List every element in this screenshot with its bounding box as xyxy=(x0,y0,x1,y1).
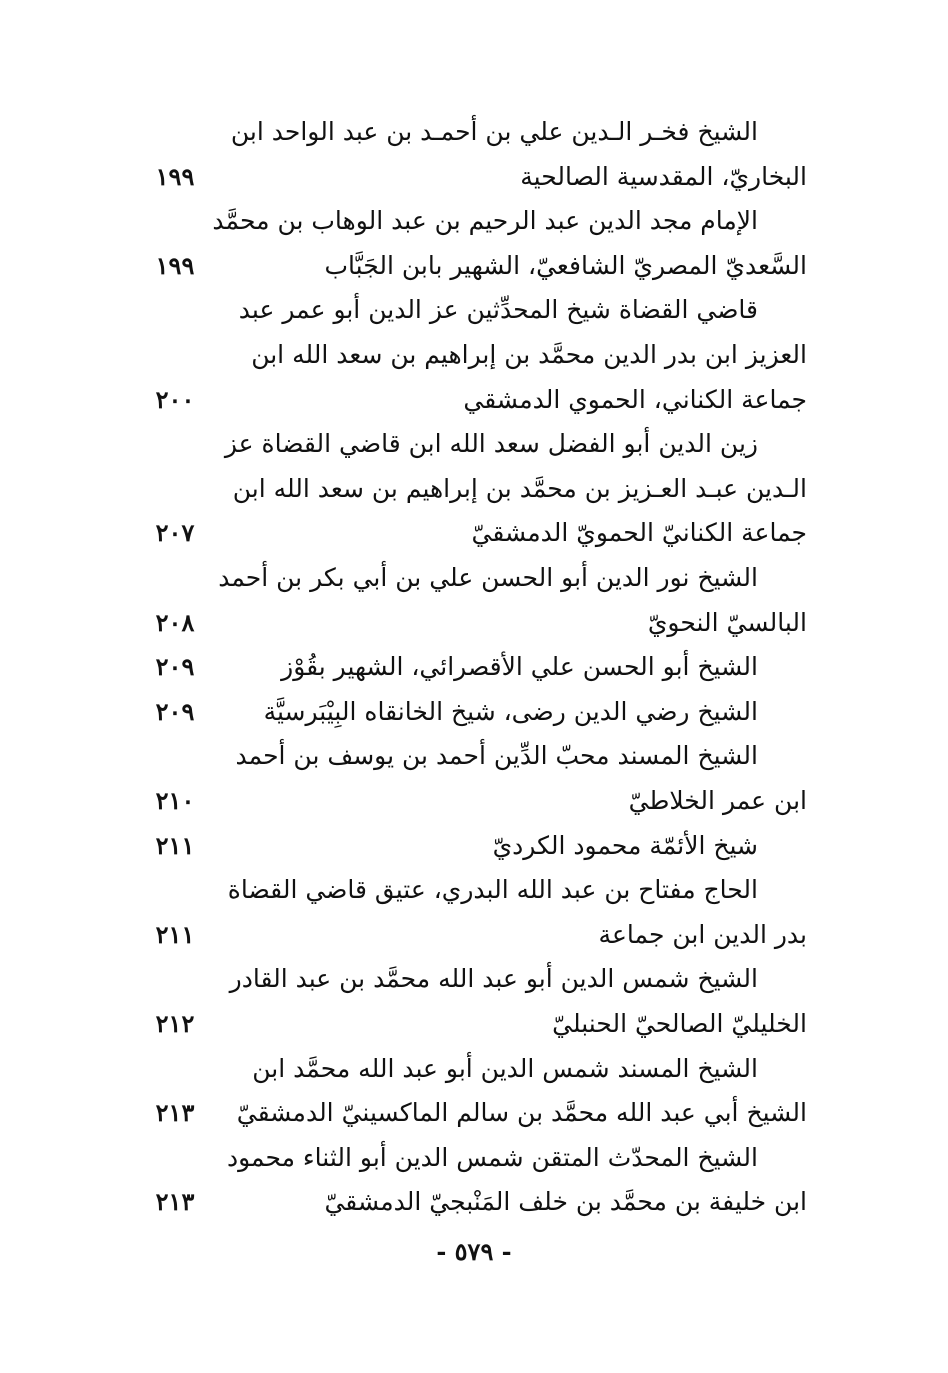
entry-line: شيخ الأئمّة محمود الكرديّ xyxy=(492,830,758,860)
entry-page-number: ٢٠٩ xyxy=(155,696,195,726)
entry-line: الشيخ نور الدين أبو الحسن علي بن أبي بكر بن أحمد xyxy=(218,563,758,592)
entry-line: ابن خليفة بن محمَّد بن خلف المَنْبجيّ الدمشقيّ xyxy=(324,1187,807,1217)
entry-line: البالسيّ النحويّ xyxy=(647,607,807,637)
entry-line: الشيخ المحدّث المتقن شمس الدين أبو الثناء محمود xyxy=(226,1142,758,1172)
entry-line: الشيخ شمس الدين أبو عبد الله محمَّد بن عبد القادر xyxy=(229,964,758,994)
entry-page-number: ١٩٩ xyxy=(155,161,195,191)
entry-page-number: ٢٠٨ xyxy=(155,607,195,637)
entry-line: الـدين عبـد العـزيز بن محمَّد بن إبراهيم بن سعد الله ابن xyxy=(232,473,807,503)
entry-line: بدر الدين ابن جماعة xyxy=(598,919,807,949)
entry-page-number: ٢٠٩ xyxy=(155,652,195,682)
entry-line: الخليليّ الصالحيّ الحنبليّ xyxy=(552,1009,807,1038)
entry-line: الشيخ المسند شمس الدين أبو عبد الله محمَّد ابن xyxy=(252,1053,758,1083)
entry-page-number: ٢١٢ xyxy=(155,1009,195,1038)
entry-page-number: ٢١٣ xyxy=(155,1187,195,1217)
entry-line: جماعة الكناني، الحموي الدمشقي xyxy=(463,384,807,414)
entry-line: الشيخ فخـر الـدين علي بن أحمـد بن عبد الواحد ابن xyxy=(230,117,758,146)
entry-page-number: ٢١١ xyxy=(155,830,195,860)
page-number: - ٥٧٩ - xyxy=(436,1237,512,1266)
entry-line: الشيخ رضي الدين رضى، شيخ الخانقاه البِيْبَرسيَّة xyxy=(263,696,758,726)
entry-line: السَّعديّ المصريّ الشافعيّ، الشهير بابن الجَبَّاب xyxy=(324,250,807,280)
entry-page-number: ٢١٠ xyxy=(155,786,195,815)
entry-page-number: ٢٠٠ xyxy=(155,384,195,414)
entry-page-number: ٢٠٧ xyxy=(155,518,195,548)
entry-page-number: ٢١٣ xyxy=(155,1098,195,1128)
entry-line: الحاج مفتاح بن عبد الله البدري، عتيق قاضي القضاة xyxy=(227,875,758,905)
entry-page-number: ٢١١ xyxy=(155,919,195,949)
entry-line: العزيز ابن بدر الدين محمَّد بن إبراهيم بن سعد الله ابن xyxy=(251,340,807,369)
entry-line: الشيخ أبو الحسن علي الأقصرائي، الشهير بقُوْز xyxy=(281,652,758,682)
entry-line: الشيخ المسند محبّ الدِّين أحمد بن يوسف بن أحمد xyxy=(235,741,758,771)
entry-line: الشيخ أبي عبد الله محمَّد بن سالم الماكسينيّ الدمشقيّ xyxy=(236,1098,807,1128)
entry-line: الإمام مجد الدين عبد الرحيم بن عبد الوهاب بن محمَّد xyxy=(212,206,758,236)
entry-page-number: ١٩٩ xyxy=(155,250,195,280)
entry-line: ابن عمر الخلاطيّ xyxy=(628,786,807,815)
entry-line: زين الدين أبو الفضل سعد الله ابن قاضي القضاة عز xyxy=(224,429,758,459)
entry-line: البخاريّ، المقدسية الصالحية xyxy=(520,161,807,191)
entry-line: قاضي القضاة شيخ المحدِّثين عز الدين أبو عمر عبد xyxy=(238,295,758,325)
entry-line: جماعة الكنانيّ الحمويّ الدمشقيّ xyxy=(471,518,807,548)
